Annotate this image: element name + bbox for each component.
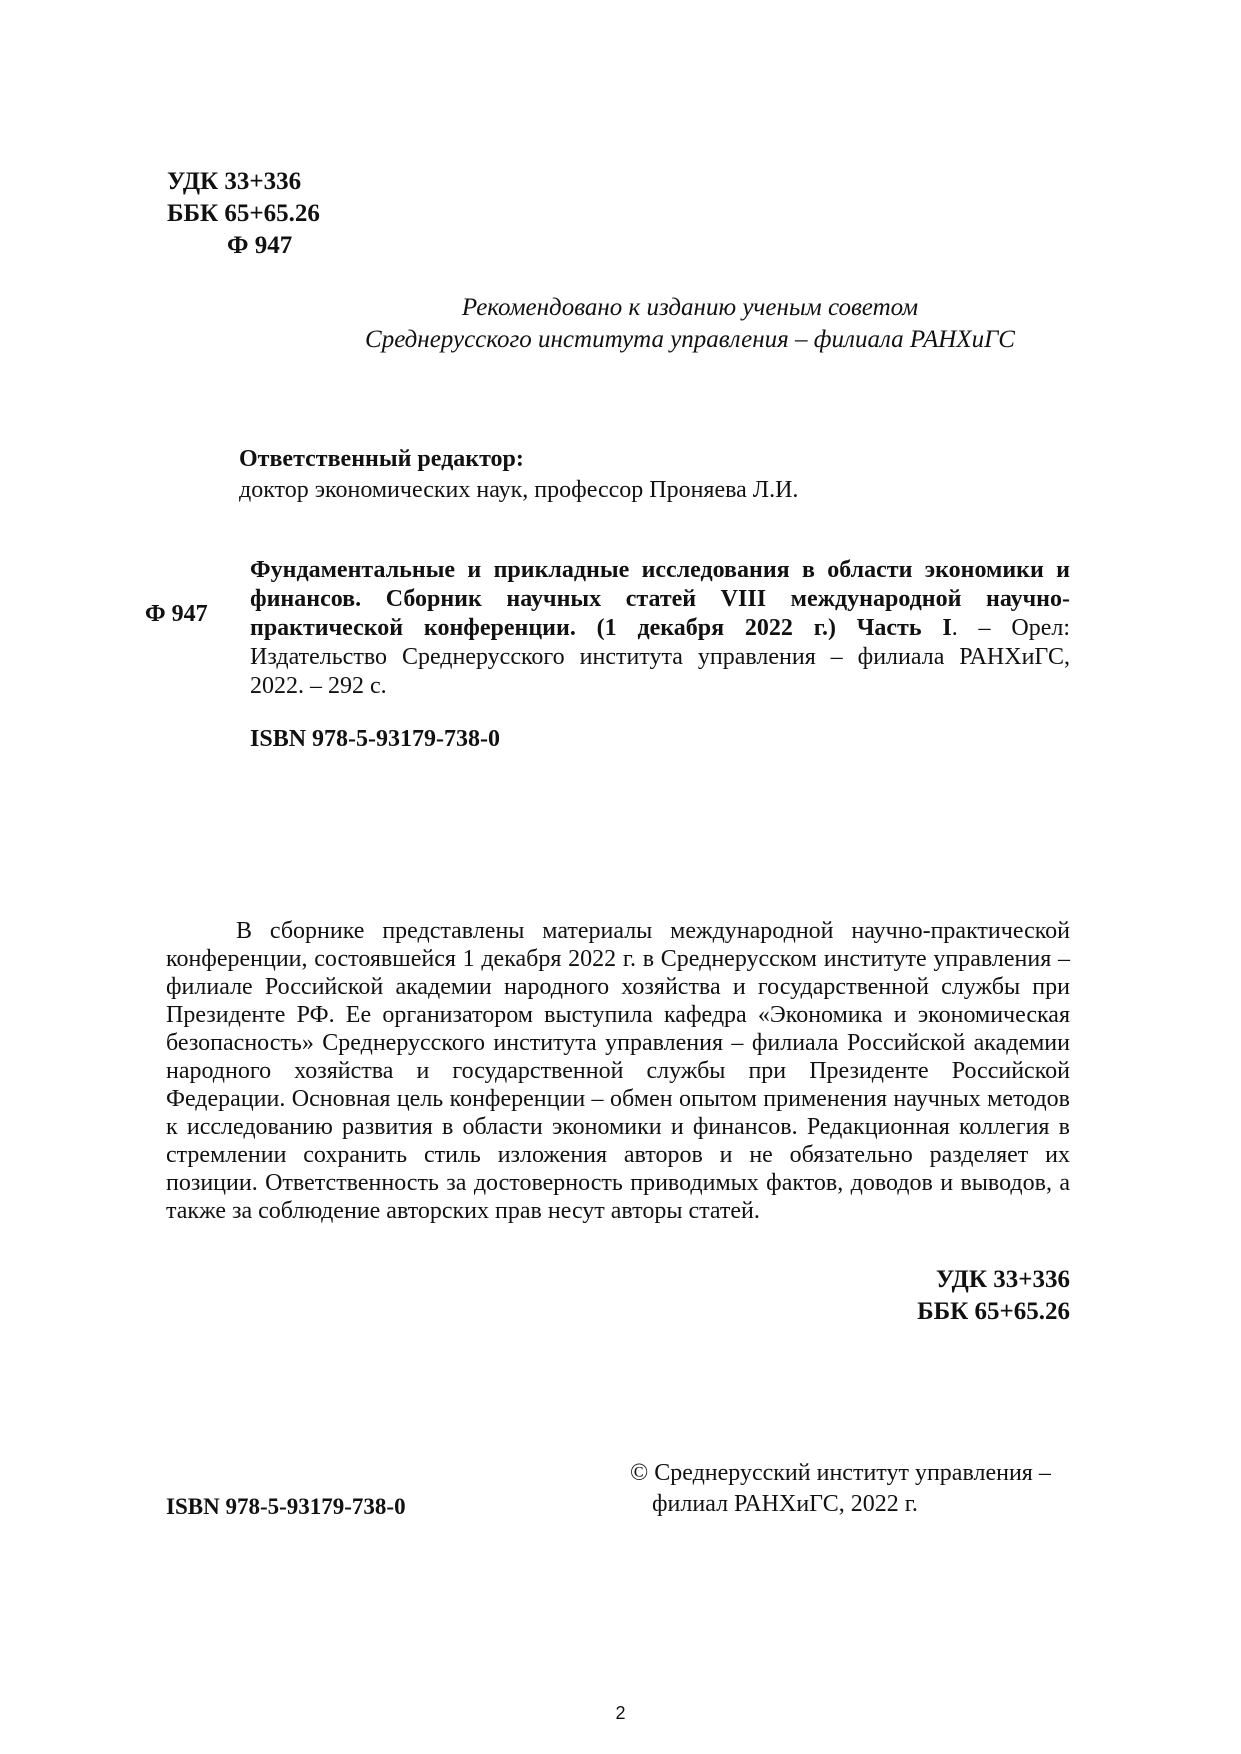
bbk-code-right: ББК 65+65.26: [917, 1298, 1070, 1325]
bib-title: Фундаментальные и прикладные исследования в области экономики и финансов. Сборник научных статей VIII международной научно-практической конференции. (1 декабря 2022 г.) Часть I: [250, 557, 1070, 641]
editor-name: доктор экономических наук, профессор Проняева Л.И.: [239, 477, 799, 503]
author-sign-code: Ф 947: [227, 232, 293, 259]
udk-code-right: УДК 33+336: [935, 1266, 1070, 1293]
bib-isbn: ISBN 978-5-93179-738-0: [250, 726, 500, 752]
classification-right-block: [166, 1264, 1070, 1328]
recommendation-line-1: Рекомендовано к изданию ученым советом: [461, 294, 919, 321]
copyright-block: [630, 1458, 1051, 1520]
bibliographic-description: [250, 556, 1070, 754]
copyright-line-2: филиал РАНХиГС, 2022 г.: [652, 1491, 918, 1517]
bib-side-code: Ф 947: [145, 601, 208, 627]
abstract-paragraph: В сборнике представлены материалы международной научно-практической конференции, состоявшейся 1 декабря 2022 г. в Среднерусском институте управления – филиале Российской академии народного хозяйства и государственной службы при Президенте РФ. Ее организатором выступила кафедра «Экономика и экономическая безопасность» Среднерусского института управления – филиала Российской академии народного хозяйства и государственной службы при Президенте Российской Федерации. Основная цель конференции – обмен опытом применения научных методов к исследованию развития в области экономики и финансов. Редакционная коллегия в стремлении сохранить стиль изложения авторов и не обязательно разделяет их позиции. Ответственность за достоверность приводимых фактов, доводов и выводов, а также за соблюдение авторских прав несут авторы статей.: [166, 918, 1070, 1224]
udk-code: УДК 33+336: [167, 168, 302, 195]
bbk-code: ББК 65+65.26: [167, 200, 320, 227]
editor-block: [239, 444, 798, 506]
recommendation-note: [160, 292, 1220, 356]
recommendation-line-2: Среднерусского института управления – филиала РАНХиГС: [365, 326, 1015, 353]
page-number: 2: [615, 1703, 626, 1723]
classification-block: [167, 166, 320, 262]
footer-isbn: ISBN 978-5-93179-738-0: [166, 1494, 406, 1519]
bib-publisher: . – Орел: Издательство Среднерусского института управления – филиала РАНХиГС, 2022. – 292 с.: [250, 615, 1070, 699]
editor-label: Ответственный редактор:: [239, 446, 524, 472]
bib-entry: [250, 556, 1070, 701]
copyright-line-1: © Среднерусский институт управления –: [630, 1460, 1051, 1486]
